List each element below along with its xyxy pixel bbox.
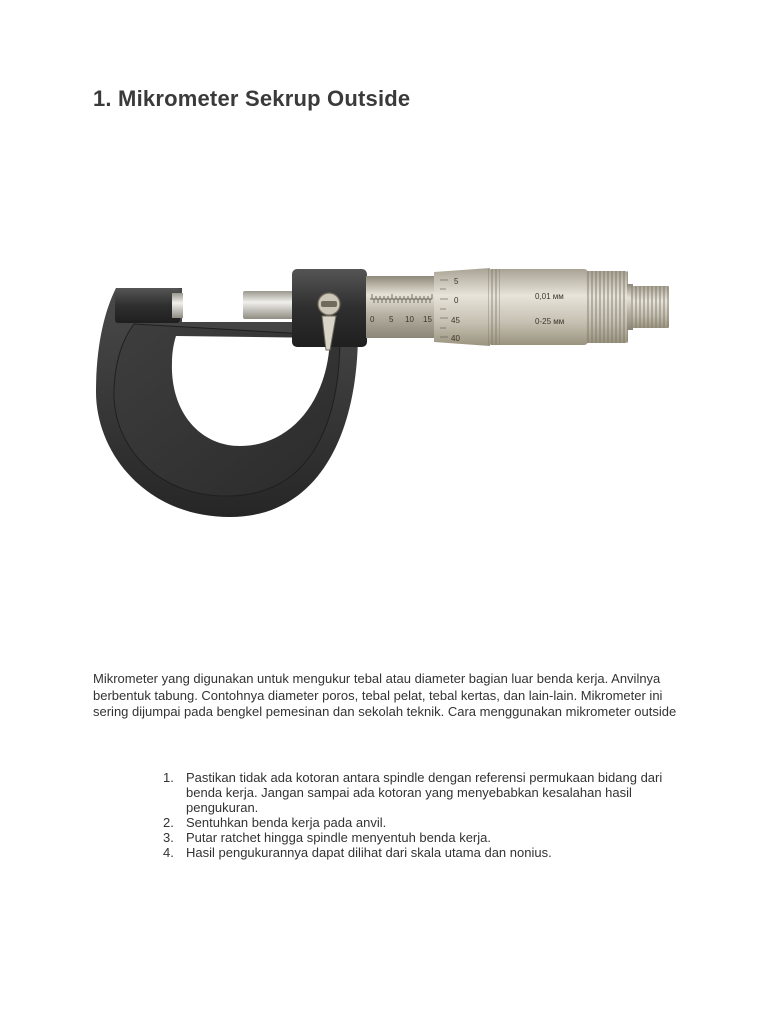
step-number-3: 3.: [163, 830, 174, 845]
sleeve-label-15: 15: [423, 315, 432, 324]
thimble-scale-40: 40: [451, 334, 460, 343]
step-text-2: Sentuhkan benda kerja pada anvil.: [186, 815, 387, 830]
thimble-body: [488, 269, 588, 345]
step-text-1: Pastikan tidak ada kotoran antara spindle dengan referensi permukaan bidang dari benda kerja. Jangan sampai ada kotoran yang menyebabkan kesalahan hasil pengukuran.: [186, 770, 663, 815]
sleeve: [366, 276, 436, 338]
step-item-1: [163, 770, 663, 815]
anvil-block: [115, 288, 180, 323]
sleeve-label-10: 10: [405, 315, 414, 324]
anvil-face: [172, 293, 183, 318]
spindle: [243, 291, 295, 319]
step-text-4: Hasil pengukurannya dapat dilihat dari skala utama dan nonius.: [186, 845, 552, 860]
step-text-3: Putar ratchet hingga spindle menyentuh benda kerja.: [186, 830, 491, 845]
step-number-4: 4.: [163, 845, 174, 860]
step-item-3: [163, 830, 663, 845]
sleeve-label-0: 0: [370, 315, 375, 324]
thimble-scale-0: 0: [454, 296, 459, 305]
sleeve-label-5: 5: [389, 315, 394, 324]
thimble-label-resolution: 0,01 мм: [535, 292, 564, 301]
step-item-2: [163, 815, 663, 830]
step-item-4: [163, 845, 663, 860]
page-title: 1. Mikrometer Sekrup Outside: [93, 86, 411, 111]
thimble-label-range: 0-25 мм: [535, 317, 565, 326]
thimble-scale-5: 5: [454, 277, 459, 286]
step-number-1: 1.: [163, 770, 174, 785]
thimble-scale-45: 45: [451, 316, 460, 325]
micrometer-illustration: [90, 262, 680, 524]
usage-steps-list: [163, 770, 663, 860]
description-paragraph: Mikrometer yang digunakan untuk mengukur tebal atau diameter bagian luar benda kerja. Anvilnya berbentuk tabung. Contohnya diameter poros, tebal pelat, tebal kertas, dan lain-lain. Mikrometer ini sering dijumpai pada bengkel pemesinan dan sekolah teknik. Cara menggunakan mikrometer outside: [93, 671, 677, 719]
step-number-2: 2.: [163, 815, 174, 830]
